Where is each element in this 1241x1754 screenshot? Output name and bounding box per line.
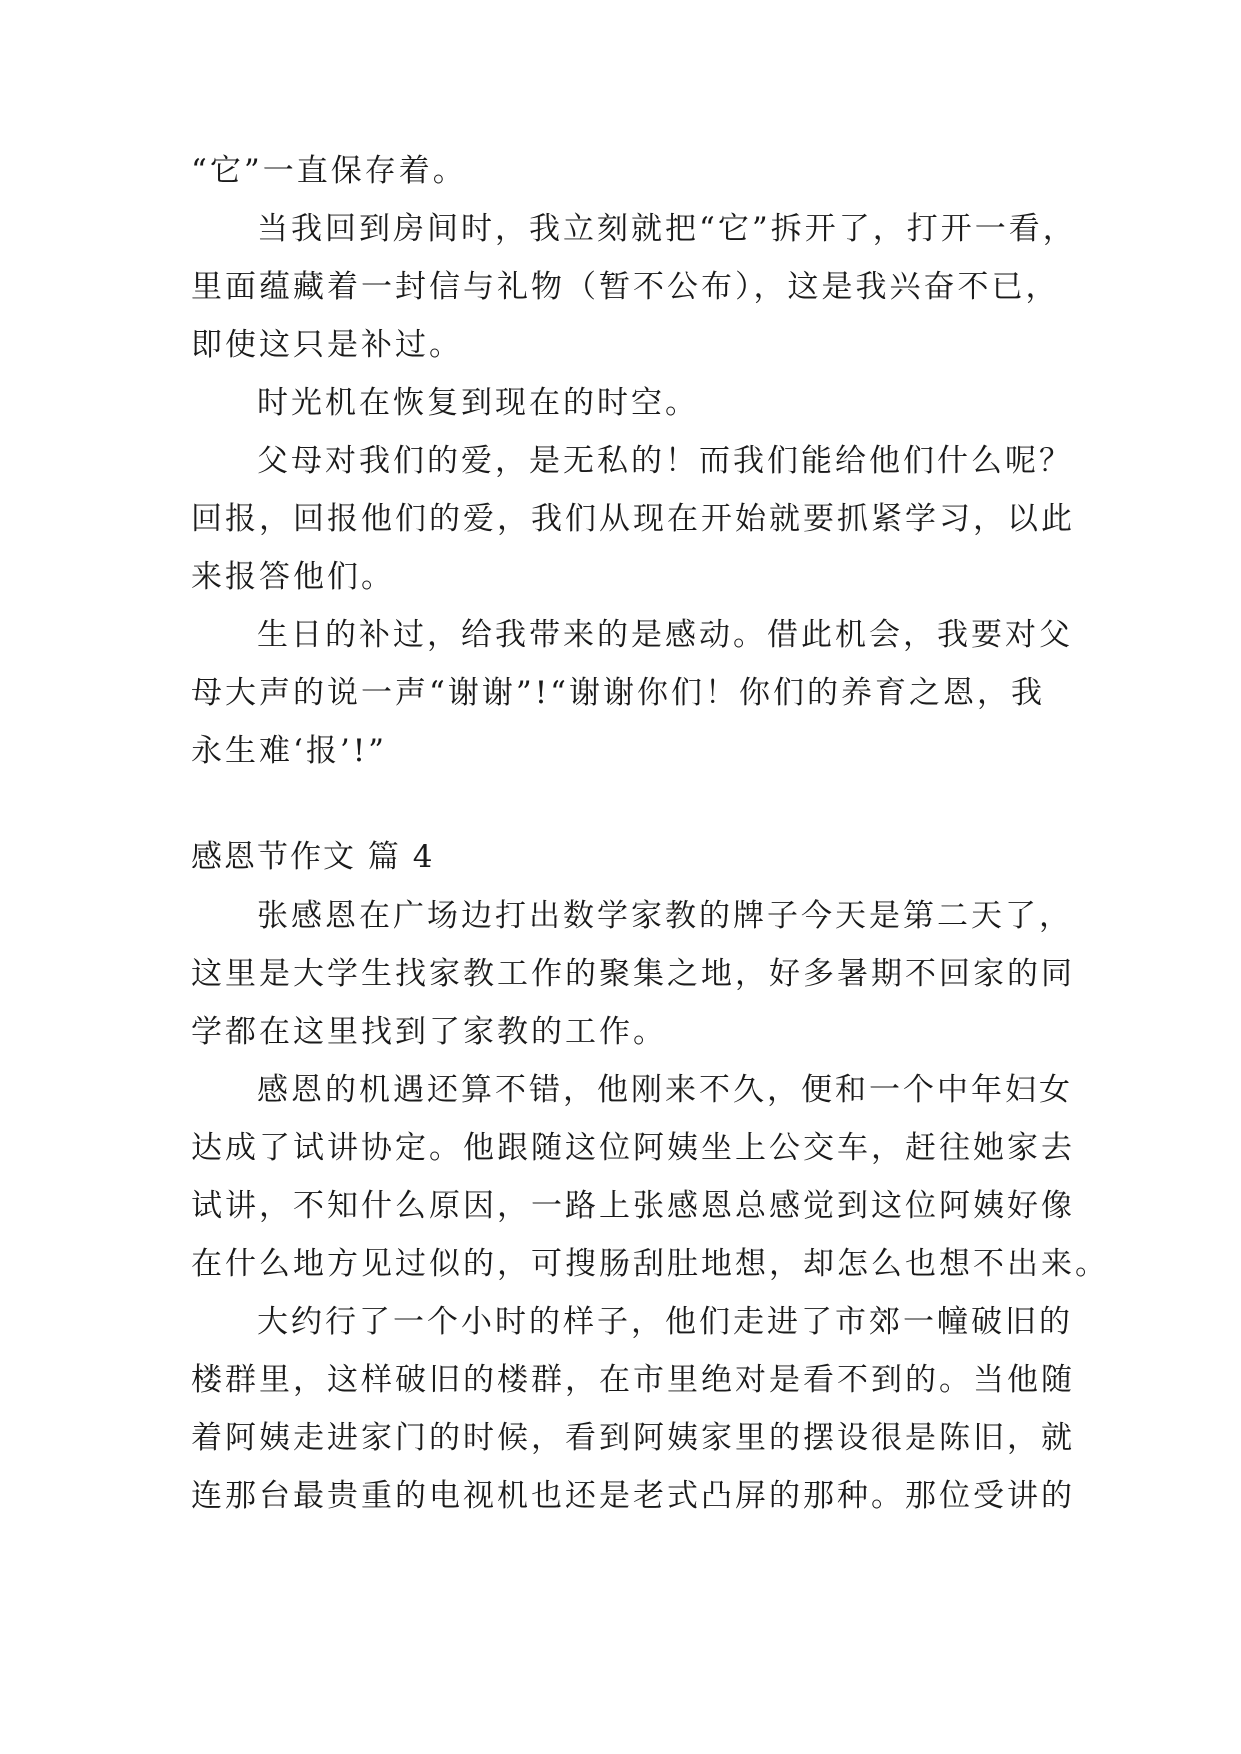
text-line: 张感恩在广场边打出数学家教的牌子今天是第二天了， xyxy=(257,898,1073,934)
text-line: 生日的补过，给我带来的是感动。借此机会，我要对父 xyxy=(257,617,1073,653)
text-line: 回报，回报他们的爱，我们从现在开始就要抓紧学习，以此 xyxy=(191,501,1075,537)
text-line: 着阿姨走进家门的时候，看到阿姨家里的摆设很是陈旧，就 xyxy=(191,1420,1075,1456)
text-line: 父母对我们的爱，是无私的！而我们能给他们什么呢？ xyxy=(257,443,1073,479)
text-line: 来报答他们。 xyxy=(191,559,395,595)
text-line: 永生难‘报’!” xyxy=(191,733,388,769)
text-line: 感恩的机遇还算不错，他刚来不久，便和一个中年妇女 xyxy=(257,1072,1073,1108)
text-line: 连那台最贵重的电视机也还是老式凸屏的那种。那位受讲的 xyxy=(191,1478,1075,1514)
text-line: 母大声的说一声“谢谢”!“谢谢你们！你们的养育之恩，我 xyxy=(191,675,1045,711)
text-line: “它”一直保存着。 xyxy=(191,153,467,189)
text-line: 达成了试讲协定。他跟随这位阿姨坐上公交车，赶往她家去 xyxy=(191,1130,1075,1166)
text-line: 试讲，不知什么原因，一路上张感恩总感觉到这位阿姨好像 xyxy=(191,1188,1075,1224)
section-2-text xyxy=(191,887,1109,1525)
section-1-text xyxy=(191,142,1077,780)
text-line: 里面蕴藏着一封信与礼物（暂不公布），这是我兴奋不已， xyxy=(191,269,1060,305)
text-line: 在什么地方见过似的，可搜肠刮肚地想，却怎么也想不出来。 xyxy=(191,1246,1109,1282)
text-line: 大约行了一个小时的样子，他们走进了市郊一幢破旧的 xyxy=(257,1304,1073,1340)
heading-text: 感恩节作文 篇 4 xyxy=(191,839,435,875)
text-line: 即使这只是补过。 xyxy=(191,327,463,363)
text-line: 时光机在恢复到现在的时空。 xyxy=(257,385,699,421)
text-line: 楼群里，这样破旧的楼群，在市里绝对是看不到的。当他随 xyxy=(191,1362,1075,1398)
text-line: 当我回到房间时，我立刻就把“它”拆开了，打开一看， xyxy=(257,211,1077,247)
text-line: 学都在这里找到了家教的工作。 xyxy=(191,1014,667,1050)
section-heading xyxy=(191,828,1051,886)
text-line: 这里是大学生找家教工作的聚集之地，好多暑期不回家的同 xyxy=(191,956,1075,992)
